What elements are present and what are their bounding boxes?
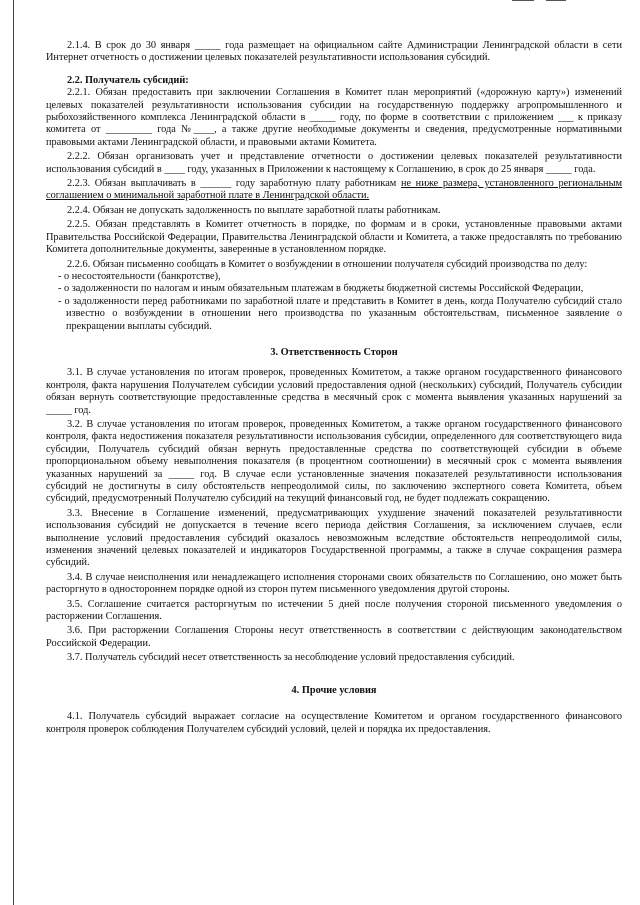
clause-3-7: 3.7. Получатель субсидий несет ответственность за несоблюдение условий предоставления субсидий. bbox=[67, 652, 515, 664]
clause-2-2-2: 2.2.2. Обязан организовать учет и представление отчетности о достижении целевых показателей результативности использования субсидий в ____ году, указанных в Приложении к настоящему к Соглашению, в срок до 25 января _____ года. bbox=[46, 151, 622, 175]
list-item: - о несостоятельности (банкротстве), bbox=[58, 270, 221, 282]
list-item: - о задолженности по налогам и иным обязательным платежам в бюджеты бюджетной системы Российской Федерации, bbox=[58, 283, 584, 295]
document-body bbox=[46, 40, 622, 738]
clause-2-2-1: 2.2.1. Обязан предоставить при заключении Соглашения в Комитет план мероприятий («дорожную карту») изменений целевых показателей результативности использования субсидии на государственную поддержку агропромышленного и рыбохозяйственного комплекса Ленинградской области в _____ году, по форме в соответствии с приложением ___ к приказу комитета от _________ года №____, а также другие необходимые документы и сведения, предусмотренные нормативными правовыми актами Ленинградской области, и правовыми актами Комитета. bbox=[46, 87, 622, 148]
clause-3-4: 3.4. В случае неисполнения или ненадлежащего исполнения сторонами своих обязательств по Соглашению, оно может быть расторгнуто в одностороннем порядке одной из сторон путем письменного уведомления другой стороны. bbox=[46, 571, 622, 596]
clause-2-2-3 bbox=[46, 178, 622, 203]
section-heading-2-2: 2.2. Получатель субсидий: bbox=[67, 74, 189, 86]
scan-left-edge bbox=[13, 0, 14, 905]
clause-2-2-3-underlined: не ниже размера, установленного региональным соглашением о минимальной заработной плате в Ленинградской области. bbox=[46, 178, 623, 202]
clause-2-2-5: 2.2.5. Обязан представлять в Комитет отчетность в порядке, по формам и в сроки, установленные правовыми актами Правительства Российской Федерации, Правительства Ленинградской области и Комитета, а также предоставлять по требованию Комитета дополнительные документы, заверенные в установленном порядке. bbox=[46, 219, 622, 256]
scan-top-mark bbox=[512, 0, 534, 1]
section-heading-4: 4. Прочие условия bbox=[291, 684, 377, 696]
clause-3-6: 3.6. При расторжении Соглашения Стороны несут ответственность в соответствии с действующим законодательством Российской Федерации. bbox=[46, 625, 622, 649]
clause-3-2: 3.2. В случае установления по итогам проверок, проведенных Комитетом, а также органом государственного финансового контроля, факта недостижения показателя результативности использования субсидии, определенного для соответствующего вида субсидии, Получатель субсидий обязан вернуть предоставленные средства по соответствующей субсидии в объеме пропорциональном объему невыполнения показателя (в процентном соотношении) в месячный срок с момента выявления указанных нарушений за _____ год. В случае если установленные значения показателей результативности использования субсидий не достигнуты в силу обстоятельств непреодолимой силы, по заключению экспертного совета Комитета, объем субсидий, предусмотренный Получателю субсидий на текущий финансовый год, не будет подлежать сокращению. bbox=[46, 418, 622, 505]
clause-2-2-4: 2.2.4. Обязан не допускать задолженность по выплате заработной платы работникам. bbox=[67, 204, 441, 216]
list-item: - о задолженности перед работниками по заработной плате и представить в Комитет в день, когда Получателю субсидий стало известно о возбуждении в отношении него производства по указанным обстоятельствам, письменное заявление о прекращении выплаты субсидий. bbox=[58, 295, 622, 332]
clause-2-2-3-text: 2.2.3. Обязан выплачивать в ______ году заработную плату работникам bbox=[67, 178, 401, 190]
clause-4-1: 4.1. Получатель субсидий выражает согласие на осуществление Комитетом и органом государственного финансового контроля проверок соблюдения Получателем субсидий условий, целей и порядка их предоставления. bbox=[46, 711, 622, 735]
clause-3-5: 3.5. Соглашение считается расторгнутым по истечении 5 дней после получения стороной письменного уведомления о расторжении Соглашения. bbox=[46, 598, 622, 623]
clause-2-2-6: 2.2.6. Обязан письменно сообщать в Комитет о возбуждении в отношении получателя субсидий производства по делу: bbox=[67, 258, 588, 270]
clause-2-1-4: 2.1.4. В срок до 30 января _____ года размещает на официальном сайте Администрации Ленинградской области в сети Интернет отчетность о достижении целевых показателей результативности использования субсидий. bbox=[46, 40, 622, 64]
scan-top-mark bbox=[546, 0, 566, 1]
clause-3-1: 3.1. В случае установления по итогам проверок, проведенных Комитетом, а также органом государственного финансового контроля, факта нарушения Получателем субсидии условий предоставления одной (нескольких) субсидий, Получатель субсидии обязан вернуть соответствующие предоставленные средства в месячный срок с момента выявления указанных нарушений за _____ год. bbox=[46, 367, 622, 416]
clause-3-3: 3.3. Внесение в Соглашение изменений, предусматривающих ухудшение значений показателей результативности использования субсидий не допускается в течение всего периода действия Соглашения, за исключением случаев, если выполнение условий предоставления субсидий оказалось невозможным вследствие обстоятельств непреодолимой силы, изменения значений целевых показателей и индикаторов Государственной программы, а также в случае сокращения размера субсидий. bbox=[46, 507, 622, 569]
section-heading-3: 3. Ответственность Сторон bbox=[270, 346, 398, 358]
